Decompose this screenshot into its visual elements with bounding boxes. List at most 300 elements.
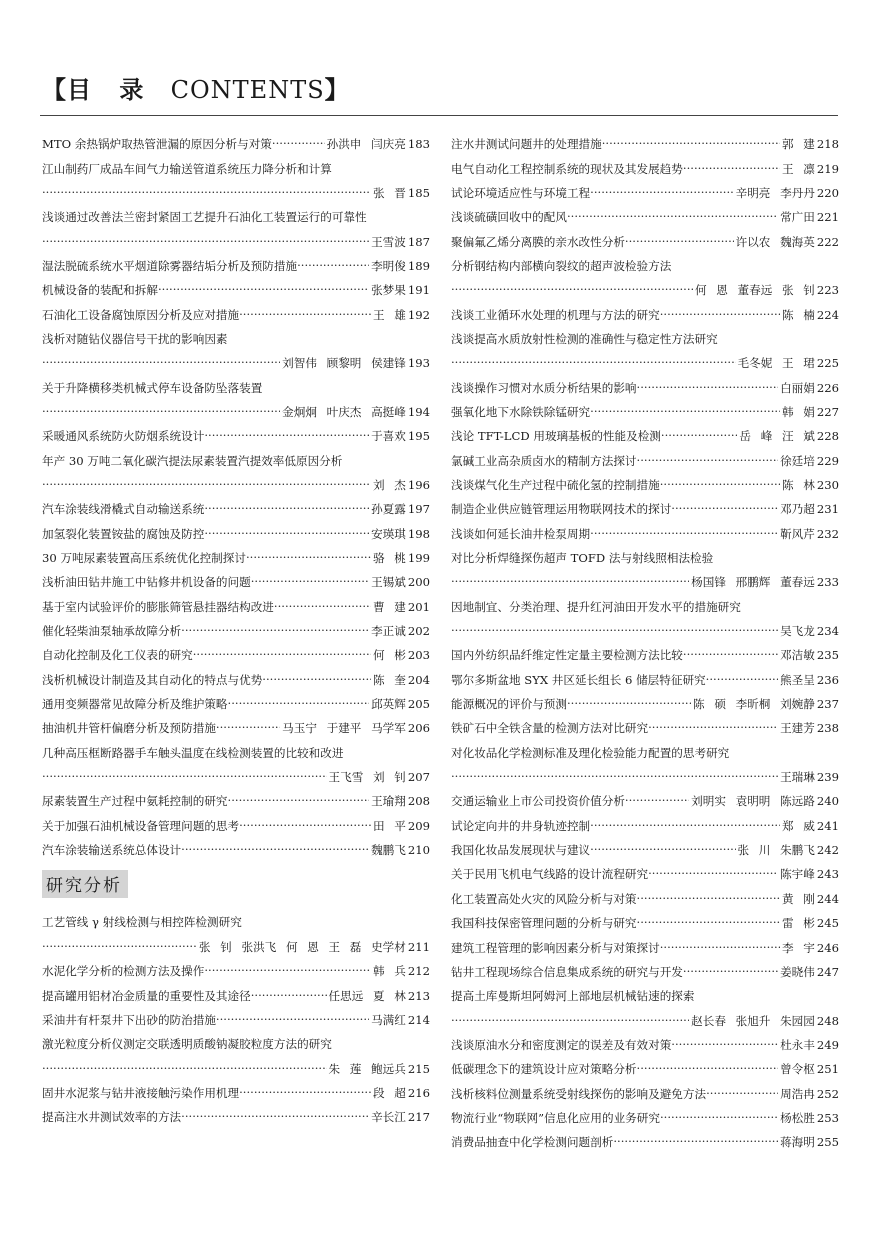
entry-title-line [42, 375, 430, 399]
toc-entry [42, 570, 430, 594]
entry-authors: 杨松胜 [780, 1110, 815, 1125]
dot-leader [451, 624, 778, 638]
dot-leader [42, 478, 371, 492]
entry-page: 238 [816, 721, 839, 736]
entry-title: 几种高压框断路器手车触头温度在线检测装置的比较和改进 [42, 745, 344, 760]
entry-line [451, 862, 839, 886]
dot-leader [239, 819, 371, 833]
entry-page: 242 [816, 843, 839, 858]
entry-page: 220 [816, 185, 839, 200]
toc-entry [42, 1081, 430, 1105]
entry-page: 236 [816, 672, 839, 687]
toc-entry [451, 522, 839, 546]
dot-leader [451, 770, 778, 784]
entry-title-line [42, 205, 430, 229]
entry-title: 我国化妆品发展现状与建议 [451, 843, 591, 858]
toc-entry [451, 911, 839, 935]
dot-leader [671, 1038, 778, 1052]
toc-entry [451, 814, 839, 838]
entry-authors: 岳 峰 汪 斌 [739, 429, 815, 444]
entry-line [42, 692, 430, 716]
entry-line [451, 960, 839, 984]
entry-authors: 孙夏露 [371, 502, 406, 517]
toc-entry [42, 983, 430, 1007]
dot-leader [637, 1062, 779, 1076]
entry-title: 国内外纺织品纤维定性定量主要检测方法比较 [451, 648, 683, 663]
entry-authors: 邱英辉 [371, 697, 406, 712]
entry-title-line [451, 984, 839, 1008]
dot-leader [613, 1135, 778, 1149]
entry-page: 202 [407, 624, 430, 639]
toc-entry [451, 643, 839, 667]
toc-list-left [42, 132, 430, 862]
entry-title: 汽车涂装线滑橇式自动输送系统 [42, 502, 205, 517]
entry-page: 231 [816, 502, 839, 517]
entry-title: 江山制药厂成品车间气力输送管道系统压力降分析和计算 [42, 161, 332, 176]
toc-entry [451, 595, 839, 644]
entry-page: 204 [407, 672, 430, 687]
toc-entry [451, 1081, 839, 1105]
entry-authors: 金炯炯 叶庆杰 高挺峰 [282, 404, 406, 419]
dot-leader [648, 721, 778, 735]
toc-entry [42, 741, 430, 790]
entry-line [42, 716, 430, 740]
entry-page: 187 [407, 234, 430, 249]
section-heading: 研究分析 [42, 870, 128, 898]
entry-authors: 张 钊 张洪飞 何 恩 王 磊 史学材 [198, 939, 406, 954]
entry-title: 钻井工程现场综合信息集成系统的研究与开发 [451, 964, 683, 979]
entry-line [42, 1081, 430, 1105]
entry-title: 浅谈如何延长油井检泵周期 [451, 526, 591, 541]
entry-authors: 陈 林 [781, 477, 815, 492]
entry-page: 214 [407, 1012, 430, 1027]
entry-authors: 孙洪申 闫庆亮 [326, 137, 406, 152]
entry-page: 241 [816, 818, 839, 833]
toc-entry [451, 789, 839, 813]
entry-line [42, 595, 430, 619]
dot-leader [625, 794, 689, 808]
entry-page: 255 [816, 1135, 839, 1150]
entry-page: 198 [407, 526, 430, 541]
dot-leader [625, 235, 734, 249]
entry-authors: 邓洁敏 [780, 648, 815, 663]
entry-title: 提高罐用铝材冶金质量的重要性及其途径 [42, 988, 251, 1003]
toc-entry [42, 1032, 430, 1081]
toc-entry [451, 838, 839, 862]
dot-leader [216, 721, 280, 735]
entry-line [42, 132, 430, 156]
toc-list-research [42, 910, 430, 1129]
dot-leader [228, 697, 370, 711]
entry-authors: 李明俊 [371, 258, 406, 273]
entry-page: 230 [816, 477, 839, 492]
entry-leader-line [451, 351, 839, 375]
entry-authors: 马玉宁 于建平 马学军 [282, 721, 406, 736]
entry-authors: 陈 奎 [372, 672, 406, 687]
entry-page: 200 [407, 575, 430, 590]
toc-entry [42, 522, 430, 546]
dot-leader [42, 940, 197, 954]
toc-entry [42, 619, 430, 643]
entry-title: 浅论 TFT-LCD 用玻璃基板的性能及检测 [451, 429, 661, 444]
dot-leader [181, 1110, 369, 1124]
entry-page: 189 [407, 258, 430, 273]
entry-page: 223 [816, 283, 839, 298]
entry-title: 能源概况的评价与预测 [451, 697, 567, 712]
entry-line [42, 424, 430, 448]
entry-authors: 张梦果 [371, 283, 406, 298]
entry-title: 注水井测试问题井的处理措施 [451, 137, 602, 152]
entry-line [42, 522, 430, 546]
entry-authors: 任思远 夏 林 [328, 988, 406, 1003]
entry-title: 我国科技保密管理问题的分析与研究 [451, 916, 637, 931]
toc-entry [451, 741, 839, 790]
entry-line [42, 570, 430, 594]
entry-page: 191 [407, 283, 430, 298]
entry-authors: 毛冬妮 王 珺 [737, 356, 815, 371]
entry-authors: 郭 建 [781, 137, 815, 152]
entry-title-line [42, 741, 430, 765]
entry-page: 213 [407, 988, 430, 1003]
entry-page: 251 [816, 1062, 839, 1077]
dot-leader [590, 186, 733, 200]
entry-line [42, 619, 430, 643]
toc-entry [42, 814, 430, 838]
entry-authors: 蒋海明 [780, 1135, 815, 1150]
dot-leader [660, 941, 780, 955]
toc-entry [451, 692, 839, 716]
entry-page: 228 [816, 429, 839, 444]
entry-page: 222 [816, 234, 839, 249]
dot-leader [590, 405, 780, 419]
entry-page: 192 [407, 307, 430, 322]
dot-leader [158, 283, 369, 297]
toc-entry [42, 254, 430, 278]
entry-authors: 陈 硕 李昕桐 刘婉静 [693, 697, 815, 712]
entry-page: 211 [407, 939, 430, 954]
toc-entry [451, 668, 839, 692]
dot-leader [262, 673, 371, 687]
entry-page: 234 [816, 624, 839, 639]
toc-entry [42, 692, 430, 716]
entry-line [42, 1008, 430, 1032]
entry-authors: 靳风芹 [780, 526, 815, 541]
toc-column-right [451, 132, 839, 1154]
entry-page: 194 [407, 404, 430, 419]
entry-page: 246 [816, 940, 839, 955]
entry-title: 浅析油田钻井施工中钻修井机设备的问题 [42, 575, 251, 590]
entry-title-line [42, 156, 430, 180]
dot-leader [42, 186, 371, 200]
entry-title: 抽油机井管杆偏磨分析及预防措施 [42, 721, 216, 736]
entry-page: 206 [407, 721, 430, 736]
entry-authors: 何 恩 董春远 张 钊 [694, 283, 815, 298]
entry-page: 201 [407, 599, 430, 614]
entry-line [42, 1105, 430, 1129]
entry-page: 240 [816, 794, 839, 809]
entry-line [451, 181, 839, 205]
entry-authors: 朱 莲 鲍远兵 [328, 1061, 406, 1076]
entry-authors: 辛长江 [371, 1110, 406, 1125]
entry-leader-line [42, 473, 430, 497]
entry-title-line [42, 1032, 430, 1056]
toc-entry [451, 302, 839, 326]
entry-line [451, 716, 839, 740]
entry-line [451, 789, 839, 813]
entry-line [451, 643, 839, 667]
entry-authors: 韩 兵 [372, 964, 406, 979]
entry-title: 消费品抽查中化学检测问题剖析 [451, 1135, 614, 1150]
entry-page: 235 [816, 648, 839, 663]
entry-title: 加氢裂化装置铵盐的腐蚀及防控 [42, 526, 205, 541]
entry-title-line [451, 595, 839, 619]
dot-leader [239, 308, 371, 322]
dot-leader [239, 1086, 371, 1100]
entry-title: 聚偏氟乙烯分离膜的亲水改性分析 [451, 234, 625, 249]
entry-line [42, 983, 430, 1007]
entry-title: 通用变频器常见故障分析及维护策略 [42, 697, 228, 712]
toc-entry [451, 400, 839, 424]
entry-title: 水泥化学分析的检测方法及操作 [42, 964, 205, 979]
toc-entry [42, 1105, 430, 1129]
entry-title: 提高注水井测试效率的方法 [42, 1110, 182, 1125]
entry-page: 252 [816, 1086, 839, 1101]
bracket-close: 】 [324, 75, 350, 104]
entry-authors: 王雪波 [371, 234, 406, 249]
entry-line [451, 302, 839, 326]
toc-entry [42, 716, 430, 740]
entry-title: 浅析机械设计制造及其自动化的特点与优势 [42, 672, 263, 687]
entry-authors: 辛明亮 李丹丹 [735, 185, 815, 200]
entry-authors: 刘 杰 [372, 477, 406, 492]
toc-entry [451, 960, 839, 984]
toc-entry [451, 156, 839, 180]
entry-page: 248 [816, 1013, 839, 1028]
entry-title-line [451, 546, 839, 570]
toc-entry [42, 302, 430, 326]
toc-entry [451, 497, 839, 521]
entry-title: 自动化控制及化工仪表的研究 [42, 648, 193, 663]
entry-title: 分析钢结构内部横向裂纹的超声波检验方法 [451, 258, 672, 273]
entry-authors: 黄 刚 [781, 891, 815, 906]
toc-entry [42, 278, 430, 302]
toc-entry [42, 448, 430, 497]
entry-authors: 张 晋 [372, 185, 406, 200]
toc-title-en: CONTENTS [170, 76, 325, 104]
entry-page: 229 [816, 453, 839, 468]
toc-entry [451, 254, 839, 303]
toc-entry [451, 229, 839, 253]
toc-entry [42, 910, 430, 959]
toc-entry [42, 132, 430, 156]
entry-line [451, 132, 839, 156]
toc-entry [42, 375, 430, 424]
bracket-open: 【 [42, 75, 67, 104]
dot-leader [42, 356, 280, 370]
entry-line [451, 1106, 839, 1130]
entry-page: 196 [407, 477, 430, 492]
dot-leader [42, 1062, 327, 1076]
toc-entry [451, 1130, 839, 1154]
entry-line [451, 400, 839, 424]
dot-leader [272, 137, 325, 151]
entry-line [42, 814, 430, 838]
toc-entry [42, 643, 430, 667]
toc-entry [451, 1106, 839, 1130]
dot-leader [671, 502, 778, 516]
entry-authors: 骆 桃 [372, 551, 406, 566]
toc-entry [451, 424, 839, 448]
entry-line [451, 1081, 839, 1105]
entry-title: 电气自动化工程控制系统的现状及其发展趋势 [451, 161, 683, 176]
dot-leader [683, 965, 778, 979]
entry-title: MTO 余热锅炉取热管泄漏的原因分析与对策 [42, 137, 272, 152]
entry-line [451, 497, 839, 521]
entry-title-line [451, 327, 839, 351]
entry-authors: 陈宇峰 [780, 867, 815, 882]
entry-title: 浅谈通过改善法兰密封紧固工艺提升石油化工装置运行的可靠性 [42, 210, 367, 225]
entry-title: 低碳理念下的建筑设计应对策略分析 [451, 1062, 637, 1077]
toc-entry [451, 448, 839, 472]
entry-authors: 张 川 朱鹏飞 [737, 843, 815, 858]
entry-page: 197 [407, 502, 430, 517]
entry-line [451, 1130, 839, 1154]
toc-entry [451, 1033, 839, 1057]
entry-title: 固井水泥浆与钻井液接触污染作用机理 [42, 1085, 240, 1100]
entry-title: 浅谈原油水分和密度测定的误差及有效对策 [451, 1037, 672, 1052]
entry-line [42, 789, 430, 813]
toc-entry [451, 935, 839, 959]
entry-line [451, 156, 839, 180]
entry-page: 205 [407, 697, 430, 712]
entry-authors: 曹 建 [372, 599, 406, 614]
entry-authors: 李 宇 [781, 940, 815, 955]
entry-title: 浅析核料位测量系统受射线探伤的影响及避免方法 [451, 1086, 707, 1101]
dot-leader [451, 283, 693, 297]
entry-line [451, 692, 839, 716]
dot-leader [648, 867, 778, 881]
entry-line [451, 838, 839, 862]
entry-title: 强氧化地下水除铁除锰研究 [451, 404, 591, 419]
entry-authors: 刘智伟 顾黎明 侯建锋 [282, 356, 406, 371]
dot-leader [683, 162, 780, 176]
entry-title: 氯碱工业高杂质卤水的精制方法探讨 [451, 453, 637, 468]
entry-page: 215 [407, 1061, 430, 1076]
entry-title-line [42, 327, 430, 351]
entry-title-line [451, 741, 839, 765]
dot-leader [637, 892, 780, 906]
dot-leader [660, 308, 780, 322]
entry-line [451, 887, 839, 911]
toc-entry [451, 473, 839, 497]
entry-page: 224 [816, 307, 839, 322]
entry-page: 193 [407, 356, 430, 371]
toc-entry [42, 546, 430, 570]
dot-leader [274, 600, 371, 614]
entry-page: 232 [816, 526, 839, 541]
entry-authors: 田 平 [372, 818, 406, 833]
entry-leader-line [451, 278, 839, 302]
entry-title: 石油化工设备腐蚀原因分析及应对措施 [42, 307, 240, 322]
entry-authors: 段 超 [372, 1085, 406, 1100]
toc-entry [42, 497, 430, 521]
entry-line [42, 959, 430, 983]
entry-line [451, 668, 839, 692]
entry-line [451, 935, 839, 959]
entry-authors: 许以农 魏海英 [735, 234, 815, 249]
entry-line [451, 1033, 839, 1057]
entry-title: 浅谈提高水质放射性检测的准确性与稳定性方法研究 [451, 331, 718, 346]
entry-line [451, 473, 839, 497]
toc-entry [42, 668, 430, 692]
dot-leader [42, 405, 280, 419]
entry-authors: 邓乃超 [780, 502, 815, 517]
entry-page: 207 [407, 770, 430, 785]
entry-title: 湿法脱硫系统水平烟道除雾器结垢分析及预防措施 [42, 258, 298, 273]
entry-title: 化工装置高处火灾的风险分析与对策 [451, 891, 637, 906]
entry-page: 247 [816, 964, 839, 979]
entry-title-line [42, 448, 430, 472]
entry-authors: 王 凛 [781, 161, 815, 176]
entry-title: 对比分析焊缝探伤超声 TOFD 法与射线照相法检验 [451, 551, 714, 566]
dot-leader [602, 137, 780, 151]
entry-line [451, 424, 839, 448]
entry-leader-line [451, 619, 839, 643]
entry-page: 183 [407, 137, 430, 152]
entry-page: 243 [816, 867, 839, 882]
entry-authors: 杨国锋 邢鹏辉 董春远 [691, 575, 815, 590]
toc-title-cn: 目 录 [67, 75, 154, 104]
entry-leader-line [451, 570, 839, 594]
toc-entry [451, 862, 839, 886]
entry-authors: 吴飞龙 [780, 624, 815, 639]
dot-leader [590, 819, 780, 833]
dot-leader [42, 235, 369, 249]
dot-leader [637, 916, 780, 930]
dot-leader [706, 1087, 778, 1101]
toc-entry [42, 156, 430, 205]
entry-page: 244 [816, 891, 839, 906]
dot-leader [251, 989, 327, 1003]
dot-leader [660, 1111, 778, 1125]
dot-leader [204, 429, 369, 443]
dot-leader [451, 356, 736, 370]
dot-leader [661, 429, 738, 443]
dot-leader [660, 478, 780, 492]
entry-page: 185 [407, 185, 430, 200]
entry-title: 物流行业“物联网”信息化应用的业务研究 [451, 1110, 660, 1125]
dot-leader [251, 575, 369, 589]
entry-title: 采暖通风系统防火防烟系统设计 [42, 429, 205, 444]
dot-leader [683, 648, 778, 662]
entry-line [451, 911, 839, 935]
entry-title: 浅谈操作习惯对水质分析结果的影响 [451, 380, 637, 395]
toc-entry [451, 984, 839, 1033]
entry-authors: 曾令枢 [780, 1062, 815, 1077]
entry-title: 试论定向井的井身轨迹控制 [451, 818, 591, 833]
entry-line [451, 522, 839, 546]
entry-title: 浅谈硫磺回收中的配风 [451, 210, 567, 225]
toc-entry [451, 132, 839, 156]
dot-leader [204, 502, 369, 516]
entry-line [42, 643, 430, 667]
entry-page: 225 [816, 356, 839, 371]
toc-column-left [42, 132, 430, 1129]
entry-authors: 韩 娟 [781, 404, 815, 419]
entry-authors: 何 彬 [372, 648, 406, 663]
entry-authors: 雷 彬 [781, 916, 815, 931]
dot-leader [42, 770, 327, 784]
